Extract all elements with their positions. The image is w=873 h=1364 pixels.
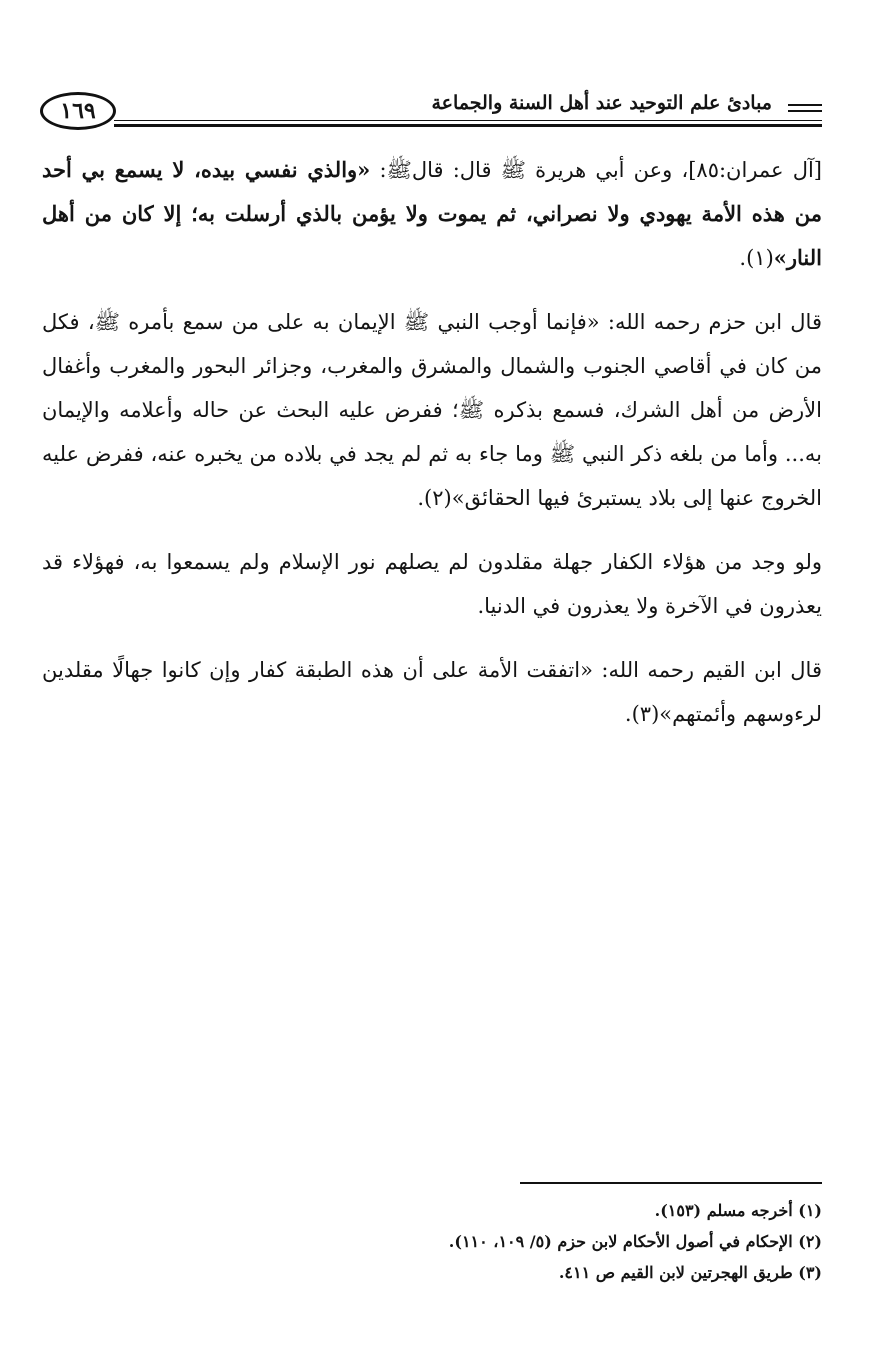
footnote-marker-2: (٢). xyxy=(417,486,452,510)
page-body xyxy=(42,148,822,756)
book-title: مبادئ علم التوحيد عند أهل السنة والجماعة xyxy=(421,92,782,114)
header-ornament xyxy=(788,104,822,116)
footnote-marker-3: (٣). xyxy=(624,702,660,726)
ibn-qayyim-quote: قال ابن القيم رحمه الله: «اتفقت الأمة على أن هذه الطبقة كفار وإن كانوا جهالًا مقلدين لرءوسهم وأئمتهم» xyxy=(42,658,822,726)
header-rule-thick xyxy=(114,124,822,127)
footnote-2: (٢) الإحكام في أصول الأحكام لابن حزم (٥/ ١٠٩، ١١٠). xyxy=(448,1232,822,1251)
paragraph-4 xyxy=(42,648,822,736)
footnote-3: (٣) طريق الهجرتين لابن القيم ص ٤١١. xyxy=(558,1263,822,1282)
paragraph-1 xyxy=(42,148,822,280)
footnote-separator xyxy=(520,1182,822,1184)
page-number: ١٦٩ xyxy=(40,92,116,130)
footnote-marker-1: (١). xyxy=(739,246,774,270)
running-header xyxy=(40,86,822,136)
paragraph-2 xyxy=(42,300,822,520)
header-rule-thin xyxy=(114,120,822,121)
paragraph-3: ولو وجد من هؤلاء الكفار جهلة مقلدون لم يصلهم نور الإسلام ولم يسمعوا به، فهؤلاء قد يعذرون في الآخرة ولا يعذرون في الدنيا. xyxy=(42,550,822,618)
ibn-hazm-quote: قال ابن حزم رحمه الله: «فإنما أوجب النبي ﷺ الإيمان به على من سمع بأمره ﷺ، فكل من كان في أقاصي الجنوب والشمال والمشرق والمغرب، وجزائر البحور والمغرب وأغفال الأرض من أهل الشرك، فسمع بذكره ﷺ؛ ففرض عليه البحث عن حاله وأعلامه والإيمان به... وأما من بلغه ذكر النبي ﷺ وما جاء به ثم لم يجد في بلاده من يخبره عنه، ففرض عليه الخروج عنها إلى بلاد يستبرئ فيها الحقائق» xyxy=(42,310,823,510)
footnotes xyxy=(302,1195,822,1288)
verse-reference: [آل عمران:٨٥]، وعن أبي هريرة ﷺ قال: قالﷺ: xyxy=(370,158,822,182)
hadith-quote: «والذي نفسي بيده، لا يسمع بي أحد من هذه الأمة يهودي ولا نصراني، ثم يموت ولا يؤمن بالذي أرسلت به؛ إلا كان من أهل النار» xyxy=(42,157,822,270)
footnote-1: (١) أخرجه مسلم (١٥٣). xyxy=(654,1201,822,1220)
